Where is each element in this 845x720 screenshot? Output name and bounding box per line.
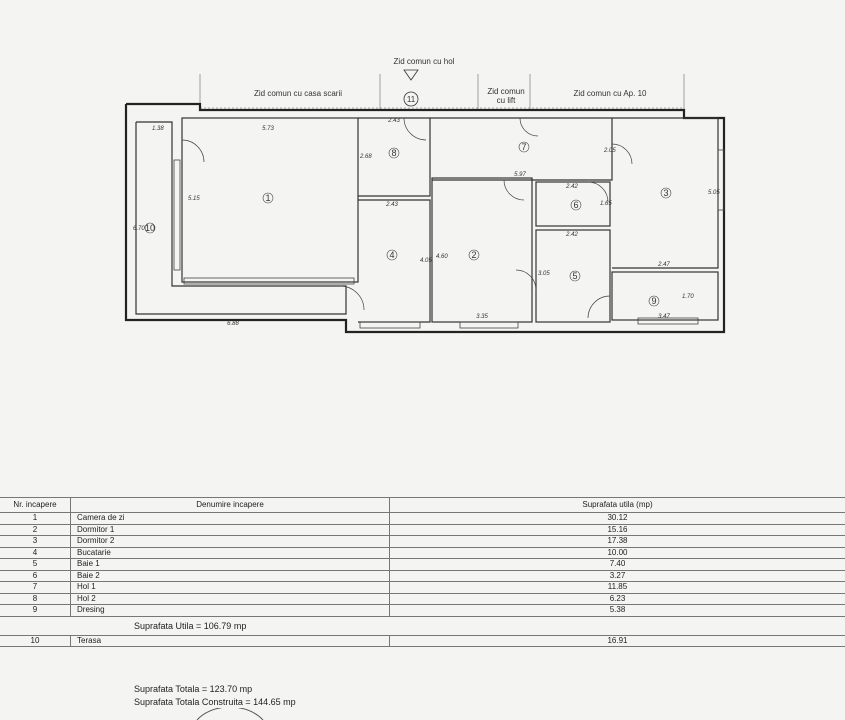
suprafata-construita: Suprafata Totala Construita = 144.65 mp [134, 697, 296, 707]
table-row [0, 547, 845, 559]
row-name: Baie 1 [71, 559, 390, 571]
dim-label: 3.35 [476, 314, 488, 320]
room-6-number: 6 [573, 200, 579, 210]
row-area: 30.12 [390, 513, 845, 525]
row-name: Camera de zi [71, 513, 390, 525]
row-nr: 3 [0, 536, 71, 548]
room-2-number: 2 [471, 250, 477, 260]
dim-label: 6.88 [227, 321, 239, 327]
stamp-partial [195, 708, 265, 720]
room-8-number: 8 [391, 148, 397, 158]
dim-label: 4.05 [420, 258, 432, 264]
room-number-labels [145, 142, 669, 306]
dim-label: 3.05 [538, 271, 550, 277]
table-row [0, 570, 845, 582]
dim-label: 5.05 [708, 190, 720, 196]
dim-label: 4.60 [436, 254, 448, 260]
row-area: 16.91 [390, 635, 845, 647]
header-nr: Nr. incapere [0, 498, 71, 513]
room-9-number: 9 [651, 296, 657, 306]
rooms-table [0, 497, 845, 647]
row-area: 3.27 [390, 570, 845, 582]
dim-label: 5.97 [514, 172, 526, 178]
table-row [0, 593, 845, 605]
inner-walls [136, 118, 718, 322]
row-area: 10.00 [390, 547, 845, 559]
row-area: 11.85 [390, 582, 845, 594]
row-nr: 7 [0, 582, 71, 594]
row-area: 17.38 [390, 536, 845, 548]
dim-label: 2.47 [658, 262, 670, 268]
row-name: Bucatarie [71, 547, 390, 559]
row-nr: 1 [0, 513, 71, 525]
wall-label-lift-1: Zid comun [487, 87, 525, 96]
entrance-number: 11 [406, 95, 416, 104]
dim-label: 1.38 [152, 126, 164, 132]
entrance-arrow [404, 70, 418, 80]
wall-label-ap10: Zid comun cu Ap. 10 [573, 89, 647, 98]
row-nr: 10 [0, 635, 71, 647]
outer-walls [126, 104, 724, 332]
row-name: Dormitor 1 [71, 524, 390, 536]
row-name: Terasa [71, 635, 390, 647]
dim-label: 6.70 [133, 226, 145, 232]
table-header-row [0, 498, 845, 513]
row-area: 15.16 [390, 524, 845, 536]
dim-label: 2.43 [386, 202, 398, 208]
row-name: Baie 2 [71, 570, 390, 582]
row-nr: 6 [0, 570, 71, 582]
room-3-number: 3 [663, 188, 669, 198]
dim-label: 2.43 [388, 118, 400, 124]
room-4-number: 4 [389, 250, 395, 260]
dim-label: 1.70 [682, 294, 694, 300]
row-nr: 8 [0, 593, 71, 605]
dim-label: 2.42 [566, 184, 578, 190]
dimension-labels [133, 118, 720, 327]
suprafata-totala: Suprafata Totala = 123.70 mp [134, 684, 253, 694]
row-name: Hol 1 [71, 582, 390, 594]
table-row-terasa [0, 635, 845, 647]
row-nr: 2 [0, 524, 71, 536]
row-area: 5.38 [390, 605, 845, 617]
room-5-number: 5 [572, 271, 578, 281]
table-row [0, 559, 845, 571]
table-row [0, 536, 845, 548]
doors [182, 118, 632, 318]
table-row [0, 524, 845, 536]
row-nr: 5 [0, 559, 71, 571]
header-area: Suprafata utila (mp) [390, 498, 845, 513]
header-name: Denumire incapere [71, 498, 390, 513]
dim-label: 2.05 [604, 148, 616, 154]
dim-label: 2.42 [566, 232, 578, 238]
room-10-number: 10 [144, 223, 156, 233]
dim-label: 5.73 [262, 126, 274, 132]
row-name: Dormitor 2 [71, 536, 390, 548]
row-name: Hol 2 [71, 593, 390, 605]
table-row [0, 582, 845, 594]
wall-label-hol: Zid comun cu hol [393, 57, 455, 66]
row-area: 6.23 [390, 593, 845, 605]
room-numbers [145, 142, 671, 306]
dim-label: 2.68 [360, 154, 372, 160]
room-1-number: 1 [265, 193, 271, 203]
table-row [0, 605, 845, 617]
table-row [0, 513, 845, 525]
wall-label-lift-2: cu lift [496, 96, 516, 105]
row-name: Dresing [71, 605, 390, 617]
row-area: 7.40 [390, 559, 845, 571]
row-nr: 9 [0, 605, 71, 617]
subtotal-row [0, 616, 845, 635]
wall-label-scari: Zid comun cu casa scarii [253, 89, 343, 98]
dim-label: 3.47 [658, 314, 670, 320]
room-7-number: 7 [521, 142, 527, 152]
windows [174, 150, 724, 328]
suprafata-utila: Suprafata Utila = 106.79 mp [134, 620, 247, 631]
row-nr: 4 [0, 547, 71, 559]
dim-label: 5.15 [188, 196, 200, 202]
dim-label: 1.65 [600, 201, 612, 207]
